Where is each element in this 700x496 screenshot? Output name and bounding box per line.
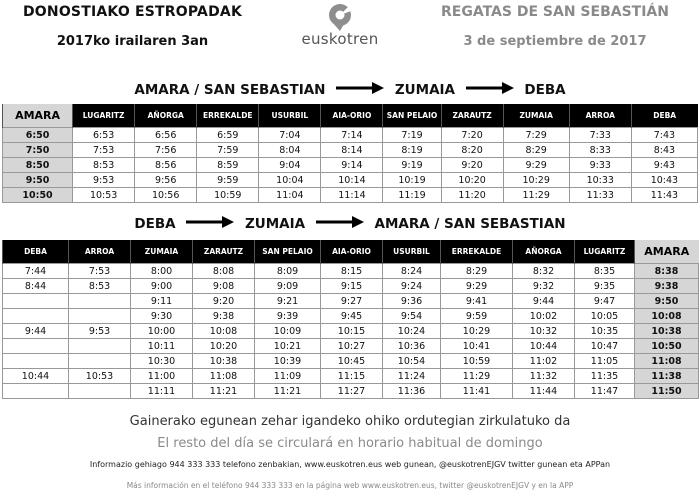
table-row: [3, 324, 699, 339]
time-cell: [69, 384, 131, 399]
time-cell: 8:19: [383, 143, 441, 158]
time-cell: 11:41: [441, 384, 513, 399]
time-cell: 7:29: [503, 128, 569, 143]
time-cell: 11:05: [575, 354, 635, 369]
time-cell: 11:00: [131, 369, 193, 384]
time-cell: 11:32: [513, 369, 575, 384]
time-cell: 10:38: [635, 324, 699, 339]
time-cell: 11:33: [569, 188, 631, 203]
time-cell: 8:38: [635, 264, 699, 279]
time-cell: 11:02: [513, 354, 575, 369]
table-row: [3, 264, 699, 279]
time-cell: 10:59: [197, 188, 259, 203]
time-cell: 10:50: [635, 339, 699, 354]
time-cell: 9:20: [441, 158, 503, 173]
time-cell: 9:30: [131, 309, 193, 324]
time-cell: 10:44: [513, 339, 575, 354]
column-header: SAN PELAIO: [255, 240, 321, 264]
time-cell: 10:02: [513, 309, 575, 324]
time-cell: 10:50: [3, 188, 73, 203]
time-cell: 8:08: [193, 264, 255, 279]
time-cell: 10:41: [441, 339, 513, 354]
time-cell: 7:20: [441, 128, 503, 143]
time-cell: 10:54: [383, 354, 441, 369]
time-cell: 11:27: [321, 384, 383, 399]
logo-pin-icon: [280, 2, 400, 32]
time-cell: 9:53: [69, 324, 131, 339]
time-cell: 11:47: [575, 384, 635, 399]
time-cell: 6:56: [135, 128, 197, 143]
arrow-right-icon: [186, 216, 234, 228]
time-cell: 10:39: [255, 354, 321, 369]
time-cell: 11:20: [441, 188, 503, 203]
time-cell: 11:04: [259, 188, 321, 203]
time-cell: 8:53: [69, 279, 131, 294]
time-cell: 9:21: [255, 294, 321, 309]
time-cell: 10:08: [635, 309, 699, 324]
time-cell: 7:50: [3, 143, 73, 158]
time-cell: 7:43: [631, 128, 697, 143]
time-cell: 8:00: [131, 264, 193, 279]
column-header: AÑORGA: [513, 240, 575, 264]
time-cell: [3, 309, 69, 324]
table-row: [3, 294, 699, 309]
column-header: AMARA: [635, 240, 699, 264]
time-cell: 8:32: [513, 264, 575, 279]
time-cell: 8:20: [441, 143, 503, 158]
time-cell: 11:29: [441, 369, 513, 384]
column-header: ZARAUTZ: [441, 104, 503, 128]
time-cell: 9:11: [131, 294, 193, 309]
logo-text: euskotren: [301, 30, 379, 48]
column-header: ERREKALDE: [441, 240, 513, 264]
time-cell: 11:11: [131, 384, 193, 399]
time-cell: 11:19: [383, 188, 441, 203]
column-header: ZARAUTZ: [193, 240, 255, 264]
time-cell: 10:29: [441, 324, 513, 339]
time-cell: 10:15: [321, 324, 383, 339]
route-return: [0, 216, 700, 232]
time-cell: 9:41: [441, 294, 513, 309]
table-row: [3, 188, 698, 203]
time-cell: 7:56: [135, 143, 197, 158]
time-cell: 10:11: [131, 339, 193, 354]
time-cell: 9:59: [441, 309, 513, 324]
time-cell: 10:20: [193, 339, 255, 354]
time-cell: 10:29: [503, 173, 569, 188]
time-cell: 10:59: [441, 354, 513, 369]
time-cell: 8:59: [197, 158, 259, 173]
time-cell: 9:32: [513, 279, 575, 294]
time-cell: 8:09: [255, 264, 321, 279]
time-cell: 11:21: [255, 384, 321, 399]
time-cell: 10:20: [441, 173, 503, 188]
time-cell: 7:44: [3, 264, 69, 279]
time-cell: 11:29: [503, 188, 569, 203]
time-cell: 9:04: [259, 158, 321, 173]
time-cell: 8:33: [569, 143, 631, 158]
time-cell: 8:44: [3, 279, 69, 294]
time-cell: 10:04: [259, 173, 321, 188]
column-header: AMARA: [3, 104, 73, 128]
time-cell: 9:09: [255, 279, 321, 294]
table-row: [3, 309, 699, 324]
time-cell: 11:21: [193, 384, 255, 399]
time-cell: 10:05: [575, 309, 635, 324]
time-cell: 10:32: [513, 324, 575, 339]
arrow-right-icon: [336, 82, 384, 94]
route-origin: AMARA / SAN SEBASTIAN: [134, 82, 326, 98]
time-cell: 6:59: [197, 128, 259, 143]
time-cell: 9:33: [569, 158, 631, 173]
time-cell: 7:59: [197, 143, 259, 158]
table-row: [3, 158, 698, 173]
time-cell: 11:08: [193, 369, 255, 384]
column-header: ARROA: [569, 104, 631, 128]
time-cell: 11:36: [383, 384, 441, 399]
time-cell: 7:53: [73, 143, 135, 158]
note-basque: Gainerako egunean zehar igandeko ohiko ordutegian zirkulatuko da: [129, 414, 571, 429]
time-cell: 10:00: [131, 324, 193, 339]
time-cell: 10:36: [383, 339, 441, 354]
arrow-right-icon: [316, 216, 364, 228]
route-via: ZUMAIA: [245, 216, 306, 232]
time-cell: [69, 294, 131, 309]
title-basque: DONOSTIAKO ESTROPADAK: [22, 4, 242, 20]
time-cell: 8:24: [383, 264, 441, 279]
time-cell: 11:50: [635, 384, 699, 399]
time-cell: 10:53: [69, 369, 131, 384]
time-cell: 8:56: [135, 158, 197, 173]
column-header: USURBIL: [259, 104, 321, 128]
table-row: [3, 369, 699, 384]
time-cell: 9:43: [631, 158, 697, 173]
time-cell: 11:43: [631, 188, 697, 203]
table-row: [3, 354, 699, 369]
euskotren-logo: [280, 2, 400, 50]
time-cell: 9:14: [321, 158, 383, 173]
time-cell: 7:14: [321, 128, 383, 143]
time-cell: 8:50: [3, 158, 73, 173]
time-cell: 9:56: [135, 173, 197, 188]
time-cell: [3, 294, 69, 309]
timetable-outbound: [2, 104, 698, 203]
time-cell: 9:50: [3, 173, 73, 188]
time-cell: 9:47: [575, 294, 635, 309]
arrow-right-icon: [466, 82, 514, 94]
time-cell: 10:44: [3, 369, 69, 384]
time-cell: 11:08: [635, 354, 699, 369]
route-destination: AMARA / SAN SEBASTIAN: [374, 216, 566, 232]
time-cell: 10:19: [383, 173, 441, 188]
column-header: DEBA: [631, 104, 697, 128]
time-cell: 10:27: [321, 339, 383, 354]
time-cell: 8:29: [503, 143, 569, 158]
time-cell: [3, 384, 69, 399]
time-cell: 9:29: [441, 279, 513, 294]
time-cell: 10:33: [569, 173, 631, 188]
time-cell: 9:54: [383, 309, 441, 324]
time-cell: 9:08: [193, 279, 255, 294]
time-cell: [3, 354, 69, 369]
table-row: [3, 143, 698, 158]
column-header: ZUMAIA: [131, 240, 193, 264]
time-cell: 11:24: [383, 369, 441, 384]
table-row: [3, 279, 699, 294]
column-header: USURBIL: [383, 240, 441, 264]
info-basque: Informazio gehiago 944 333 333 telefono zenbakian, www.euskotren.eus web gunean, @euskotrenEJGV twitter gunean eta APPan: [89, 460, 611, 469]
time-cell: 10:53: [73, 188, 135, 203]
time-cell: 6:53: [73, 128, 135, 143]
time-cell: 8:04: [259, 143, 321, 158]
time-cell: 11:35: [575, 369, 635, 384]
time-cell: 10:47: [575, 339, 635, 354]
column-header: AIA-ORIO: [321, 240, 383, 264]
time-cell: 8:14: [321, 143, 383, 158]
header-basque: [0, 4, 265, 49]
column-header: LUGARITZ: [73, 104, 135, 128]
time-cell: 9:39: [255, 309, 321, 324]
column-header: AIA-ORIO: [321, 104, 383, 128]
date-basque: 2017ko irailaren 3an: [56, 34, 209, 49]
title-spanish: REGATAS DE SAN SEBASTIÁN: [441, 4, 669, 20]
time-cell: 10:08: [193, 324, 255, 339]
time-cell: 10:56: [135, 188, 197, 203]
time-cell: 11:44: [513, 384, 575, 399]
table-row: [3, 173, 698, 188]
time-cell: 10:14: [321, 173, 383, 188]
time-cell: 9:53: [73, 173, 135, 188]
time-cell: 9:45: [321, 309, 383, 324]
time-cell: 10:21: [255, 339, 321, 354]
time-cell: 9:29: [503, 158, 569, 173]
time-cell: 11:38: [635, 369, 699, 384]
time-cell: 10:43: [631, 173, 697, 188]
time-cell: 6:50: [3, 128, 73, 143]
time-cell: 9:15: [321, 279, 383, 294]
column-header: ARROA: [69, 240, 131, 264]
column-header: ZUMAIA: [503, 104, 569, 128]
time-cell: 10:09: [255, 324, 321, 339]
time-cell: 7:53: [69, 264, 131, 279]
time-cell: 8:15: [321, 264, 383, 279]
table-row: [3, 128, 698, 143]
time-cell: [3, 339, 69, 354]
route-origin: DEBA: [134, 216, 176, 232]
time-cell: 10:30: [131, 354, 193, 369]
time-cell: 7:04: [259, 128, 321, 143]
time-cell: 8:35: [575, 264, 635, 279]
time-cell: 9:44: [3, 324, 69, 339]
date-spanish: 3 de septiembre de 2017: [463, 34, 647, 49]
note-spanish: El resto del día se circulará en horario habitual de domingo: [157, 436, 543, 451]
time-cell: 11:15: [321, 369, 383, 384]
time-cell: 10:38: [193, 354, 255, 369]
time-cell: 7:33: [569, 128, 631, 143]
route-via: ZUMAIA: [394, 82, 455, 98]
time-cell: 10:45: [321, 354, 383, 369]
time-cell: 10:24: [383, 324, 441, 339]
time-cell: 9:59: [197, 173, 259, 188]
table-row: [3, 339, 699, 354]
column-header: AÑORGA: [135, 104, 197, 128]
time-cell: 9:27: [321, 294, 383, 309]
time-cell: 11:14: [321, 188, 383, 203]
time-cell: 9:19: [383, 158, 441, 173]
time-cell: 8:29: [441, 264, 513, 279]
time-cell: 9:44: [513, 294, 575, 309]
time-cell: 8:53: [73, 158, 135, 173]
time-cell: 9:35: [575, 279, 635, 294]
time-cell: [69, 309, 131, 324]
time-cell: 9:24: [383, 279, 441, 294]
time-cell: 10:35: [575, 324, 635, 339]
route-destination: DEBA: [524, 82, 566, 98]
time-cell: [69, 354, 131, 369]
table-row: [3, 384, 699, 399]
time-cell: 9:38: [193, 309, 255, 324]
time-cell: 7:19: [383, 128, 441, 143]
time-cell: 9:38: [635, 279, 699, 294]
column-header: SAN PELAIO: [383, 104, 441, 128]
timetable-return: [2, 240, 699, 399]
time-cell: [69, 339, 131, 354]
column-header: LUGARITZ: [575, 240, 635, 264]
time-cell: 9:50: [635, 294, 699, 309]
time-cell: 9:36: [383, 294, 441, 309]
header-spanish: [410, 4, 700, 49]
time-cell: 9:20: [193, 294, 255, 309]
info-spanish: Más información en el teléfono 944 333 333 en la página web www.euskotren.eus, twitter @euskotrenEJGV y en la APP: [126, 481, 574, 490]
column-header: ERREKALDE: [197, 104, 259, 128]
time-cell: 9:00: [131, 279, 193, 294]
time-cell: 8:43: [631, 143, 697, 158]
column-header: DEBA: [3, 240, 69, 264]
route-outbound: [0, 82, 700, 98]
time-cell: 11:09: [255, 369, 321, 384]
